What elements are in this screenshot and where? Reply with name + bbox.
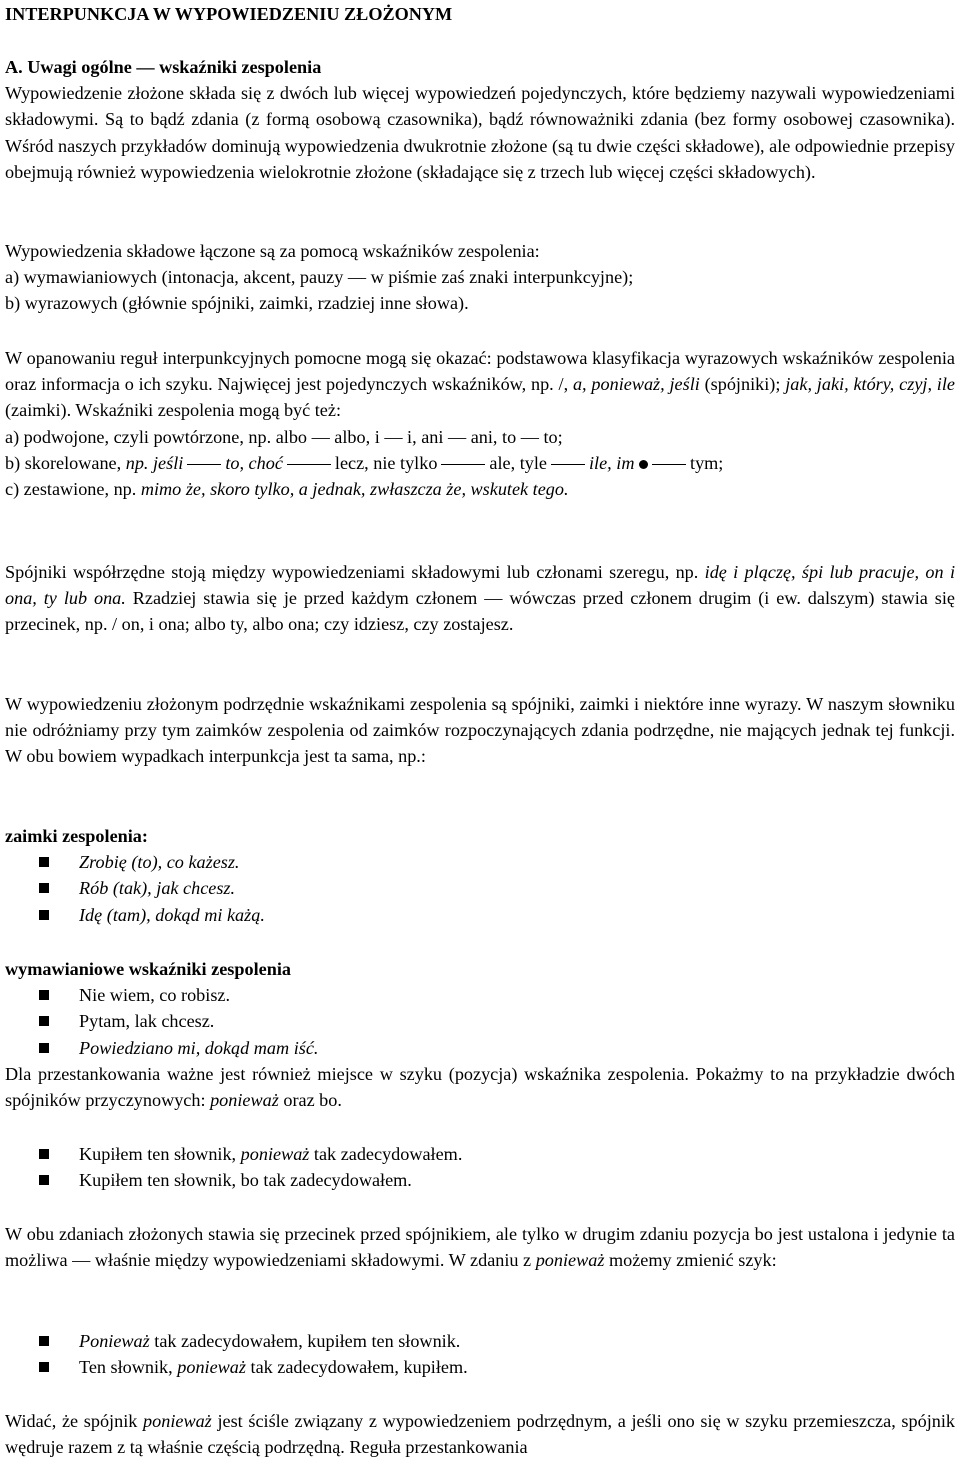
list-item-text: Idę (tam), dokąd mi każą. bbox=[79, 904, 265, 925]
dash-rule bbox=[441, 464, 485, 465]
s1-it: Ponieważ bbox=[79, 1331, 150, 1351]
dash-rule bbox=[652, 464, 686, 465]
b-prefix: b) skorelowane, bbox=[5, 452, 126, 473]
wskazniki-b: b) wyrazowych (głównie spójniki, zaimki, rzadziej inne słowa). bbox=[5, 293, 469, 314]
list-item bbox=[5, 1328, 955, 1354]
wskazniki-block bbox=[5, 238, 955, 317]
obu-word: ponieważ bbox=[535, 1250, 605, 1271]
opanowanie-text-2: (spójniki); bbox=[699, 374, 786, 395]
list-item-text: Nie wiem, co robisz. bbox=[79, 985, 231, 1006]
widac-word: ponieważ bbox=[143, 1411, 212, 1431]
opanowanie-c bbox=[5, 476, 955, 502]
list-item bbox=[5, 902, 955, 928]
zaimki-block bbox=[5, 823, 955, 928]
c-prefix: c) zestawione, np. bbox=[5, 479, 141, 500]
list-item bbox=[5, 875, 955, 901]
opanowanie-a: a) podwojone, czyli powtórzone, np. albo — albo, i — i, ani — ani, to — to; bbox=[5, 426, 563, 447]
spojniki-paragraph bbox=[5, 559, 955, 638]
widac-text-2: jest ściśle związany z wypowiedzeniem podrzędnym, a jeśli ono się w szyku przemieszcza, spójnik wędruje razem z tą właśnie częścią podrzędną. Reguła przestankowania bbox=[5, 1411, 955, 1458]
k1-b: tak zadecydowałem. bbox=[309, 1144, 463, 1164]
list-item-text: Zrobię (to), co każesz. bbox=[79, 852, 240, 873]
list-item bbox=[5, 849, 955, 875]
c-examples: mimo że, skoro tylko, a jednak, zwłaszcza że, wskutek tego. bbox=[140, 479, 569, 500]
bullet-dot bbox=[639, 460, 648, 469]
list-item-text: Rób (tak), jak chcesz. bbox=[79, 878, 236, 899]
section-a bbox=[5, 54, 955, 185]
b-w5: ile, im bbox=[589, 452, 635, 473]
przestankowanie-paragraph bbox=[5, 1061, 955, 1113]
s2-it: ponieważ bbox=[177, 1357, 246, 1378]
list-item bbox=[5, 1035, 955, 1061]
przest-text-2: oraz bo. bbox=[278, 1090, 342, 1111]
list-item bbox=[5, 1008, 955, 1034]
zaimki-heading: zaimki zespolenia: bbox=[5, 826, 148, 846]
list-item-text: Powiedziano mi, dokąd mam iść. bbox=[79, 1037, 319, 1058]
b-w6: tym; bbox=[690, 452, 724, 473]
przest-text-1: Dla przestankowania ważne jest również miejsce w szyku (pozycja) wskaźnika zespolenia. Pokażmy to na przykładzie dwóch spójników przyczynowych: bbox=[5, 1063, 955, 1111]
widac-text-1: Widać, że spójnik bbox=[5, 1411, 144, 1431]
szyk-block bbox=[5, 1328, 955, 1380]
szyk-list bbox=[5, 1328, 955, 1380]
spojniki-examples: idę i plączę, śpi lub pracuje, on i ona, ty lub ona. bbox=[5, 562, 955, 609]
spojniki-text-1: Spójniki współrzędne stoją między wypowiedzeniami składowymi lub członami szeregu, np. bbox=[5, 562, 705, 582]
list-item bbox=[5, 1167, 955, 1193]
obu-text-2: możemy zmienić szyk: bbox=[604, 1250, 777, 1271]
opanowanie-b bbox=[5, 450, 955, 476]
dash-rule bbox=[287, 464, 331, 465]
dash-rule bbox=[187, 464, 221, 465]
kupilem-block bbox=[5, 1141, 955, 1193]
opanowanie-examples-1: a, ponieważ, jeśli bbox=[572, 374, 700, 395]
list-item bbox=[5, 982, 955, 1008]
k1-it: ponieważ bbox=[240, 1144, 310, 1164]
opanowanie-block bbox=[5, 345, 955, 502]
s2-a: Ten słownik, bbox=[79, 1357, 178, 1378]
s1-b: tak zadecydowałem, kupiłem ten słownik. bbox=[149, 1331, 461, 1351]
widac-paragraph bbox=[5, 1408, 955, 1460]
wymawianiowe-block bbox=[5, 956, 955, 1113]
opanowanie-text-3: (zaimki). Wskaźniki zespolenia mogą być też: bbox=[5, 400, 342, 421]
b-w3: lecz, nie tylko bbox=[334, 452, 438, 473]
section-a-heading: A. Uwagi ogólne — wskaźniki zespolenia bbox=[5, 57, 322, 77]
k2: Kupiłem ten słownik, bo tak zadecydowałem. bbox=[79, 1170, 412, 1191]
wskazniki-a: a) wymawianiowych (intonacja, akcent, pauzy — w piśmie zaś znaki interpunkcyjne); bbox=[5, 267, 634, 288]
b-np: np. bbox=[125, 452, 149, 473]
dash-rule bbox=[551, 464, 585, 465]
opanowanie-text-1: W opanowaniu reguł interpunkcyjnych pomocne mogą się okazać: podstawowa klasyfikacja wyrazowych wskaźników zespolenia oraz informacja o ich szyku. Najwięcej jest pojedynczych wskaźników, np. /, bbox=[5, 348, 955, 395]
s2-b: tak zadecydowałem, kupiłem. bbox=[245, 1357, 468, 1378]
opanowanie-paragraph bbox=[5, 345, 955, 424]
wskazniki-intro: Wypowiedzenia składowe łączone są za pomocą wskaźników zespolenia: bbox=[5, 241, 540, 261]
b-w4: ale, tyle bbox=[489, 452, 547, 473]
podrzedne-paragraph: W wypowiedzeniu złożonym podrzędnie wskaźnikami zespolenia są spójniki, zaimki i niektóre inne wyrazy. W naszym słowniku nie odróżniamy przy tym zaimków zespolenia od zaimków rozpoczynających zdania podrzędne, nie mających jednak tej funkcji. W obu bowiem wypadkach interpunkcja jest ta sama, np.: bbox=[5, 694, 955, 767]
section-a-text: Wypowiedzenie złożone składa się z dwóch lub więcej wypowiedzeń pojedynczych, które będziemy nazywali wypowiedzeniami składowymi. Są to bądź zdania (z formą osobową czasownika), bądź równoważniki zdania (bez formy osobowej czasownika). Wśród naszych przykładów dominują wypowiedzenia dwukrotnie złożone (są tu dwie części składowe), ale odpowiednie przepisy obejmują również wypowiedzenia wielokrotnie złożone (składające się z trzech lub więcej części składowych). bbox=[5, 83, 955, 182]
page-title: INTERPUNKCJA W WYPOWIEDZENIU ZŁOŻONYM bbox=[5, 4, 453, 24]
spojniki-text-2: Rzadziej stawia się je przed każdym członem — wówczas przed członem drugim (i ew. dalszym) stawia się przecinek, np. / on, i ona; albo ty, albo ona; czy idziesz, czy zostajesz. bbox=[5, 588, 955, 635]
k1-a: Kupiłem ten słownik, bbox=[79, 1144, 241, 1164]
obu-text-1: W obu zdaniach złożonych stawia się przecinek przed spójnikiem, ale tylko w drugim zdaniu pozycja bo jest ustalona i jedynie ta możliwa — właśnie między wypowiedzeniami składowymi. W zdaniu z bbox=[5, 1224, 955, 1271]
zaimki-list bbox=[5, 849, 955, 928]
przest-word: ponieważ bbox=[210, 1090, 279, 1111]
list-item-text: Pytam, lak chcesz. bbox=[79, 1011, 215, 1032]
b-w1: jeśli bbox=[153, 452, 184, 473]
wymawianiowe-list bbox=[5, 982, 955, 1061]
b-w2: to, choć bbox=[225, 452, 283, 473]
list-item bbox=[5, 1354, 955, 1380]
wymawianiowe-heading: wymawianiowe wskaźniki zespolenia bbox=[5, 959, 291, 979]
kupilem-list bbox=[5, 1141, 955, 1193]
opanowanie-examples-2: jak, jaki, który, czyj, ile bbox=[785, 374, 955, 395]
obu-paragraph bbox=[5, 1221, 955, 1273]
list-item bbox=[5, 1141, 955, 1167]
